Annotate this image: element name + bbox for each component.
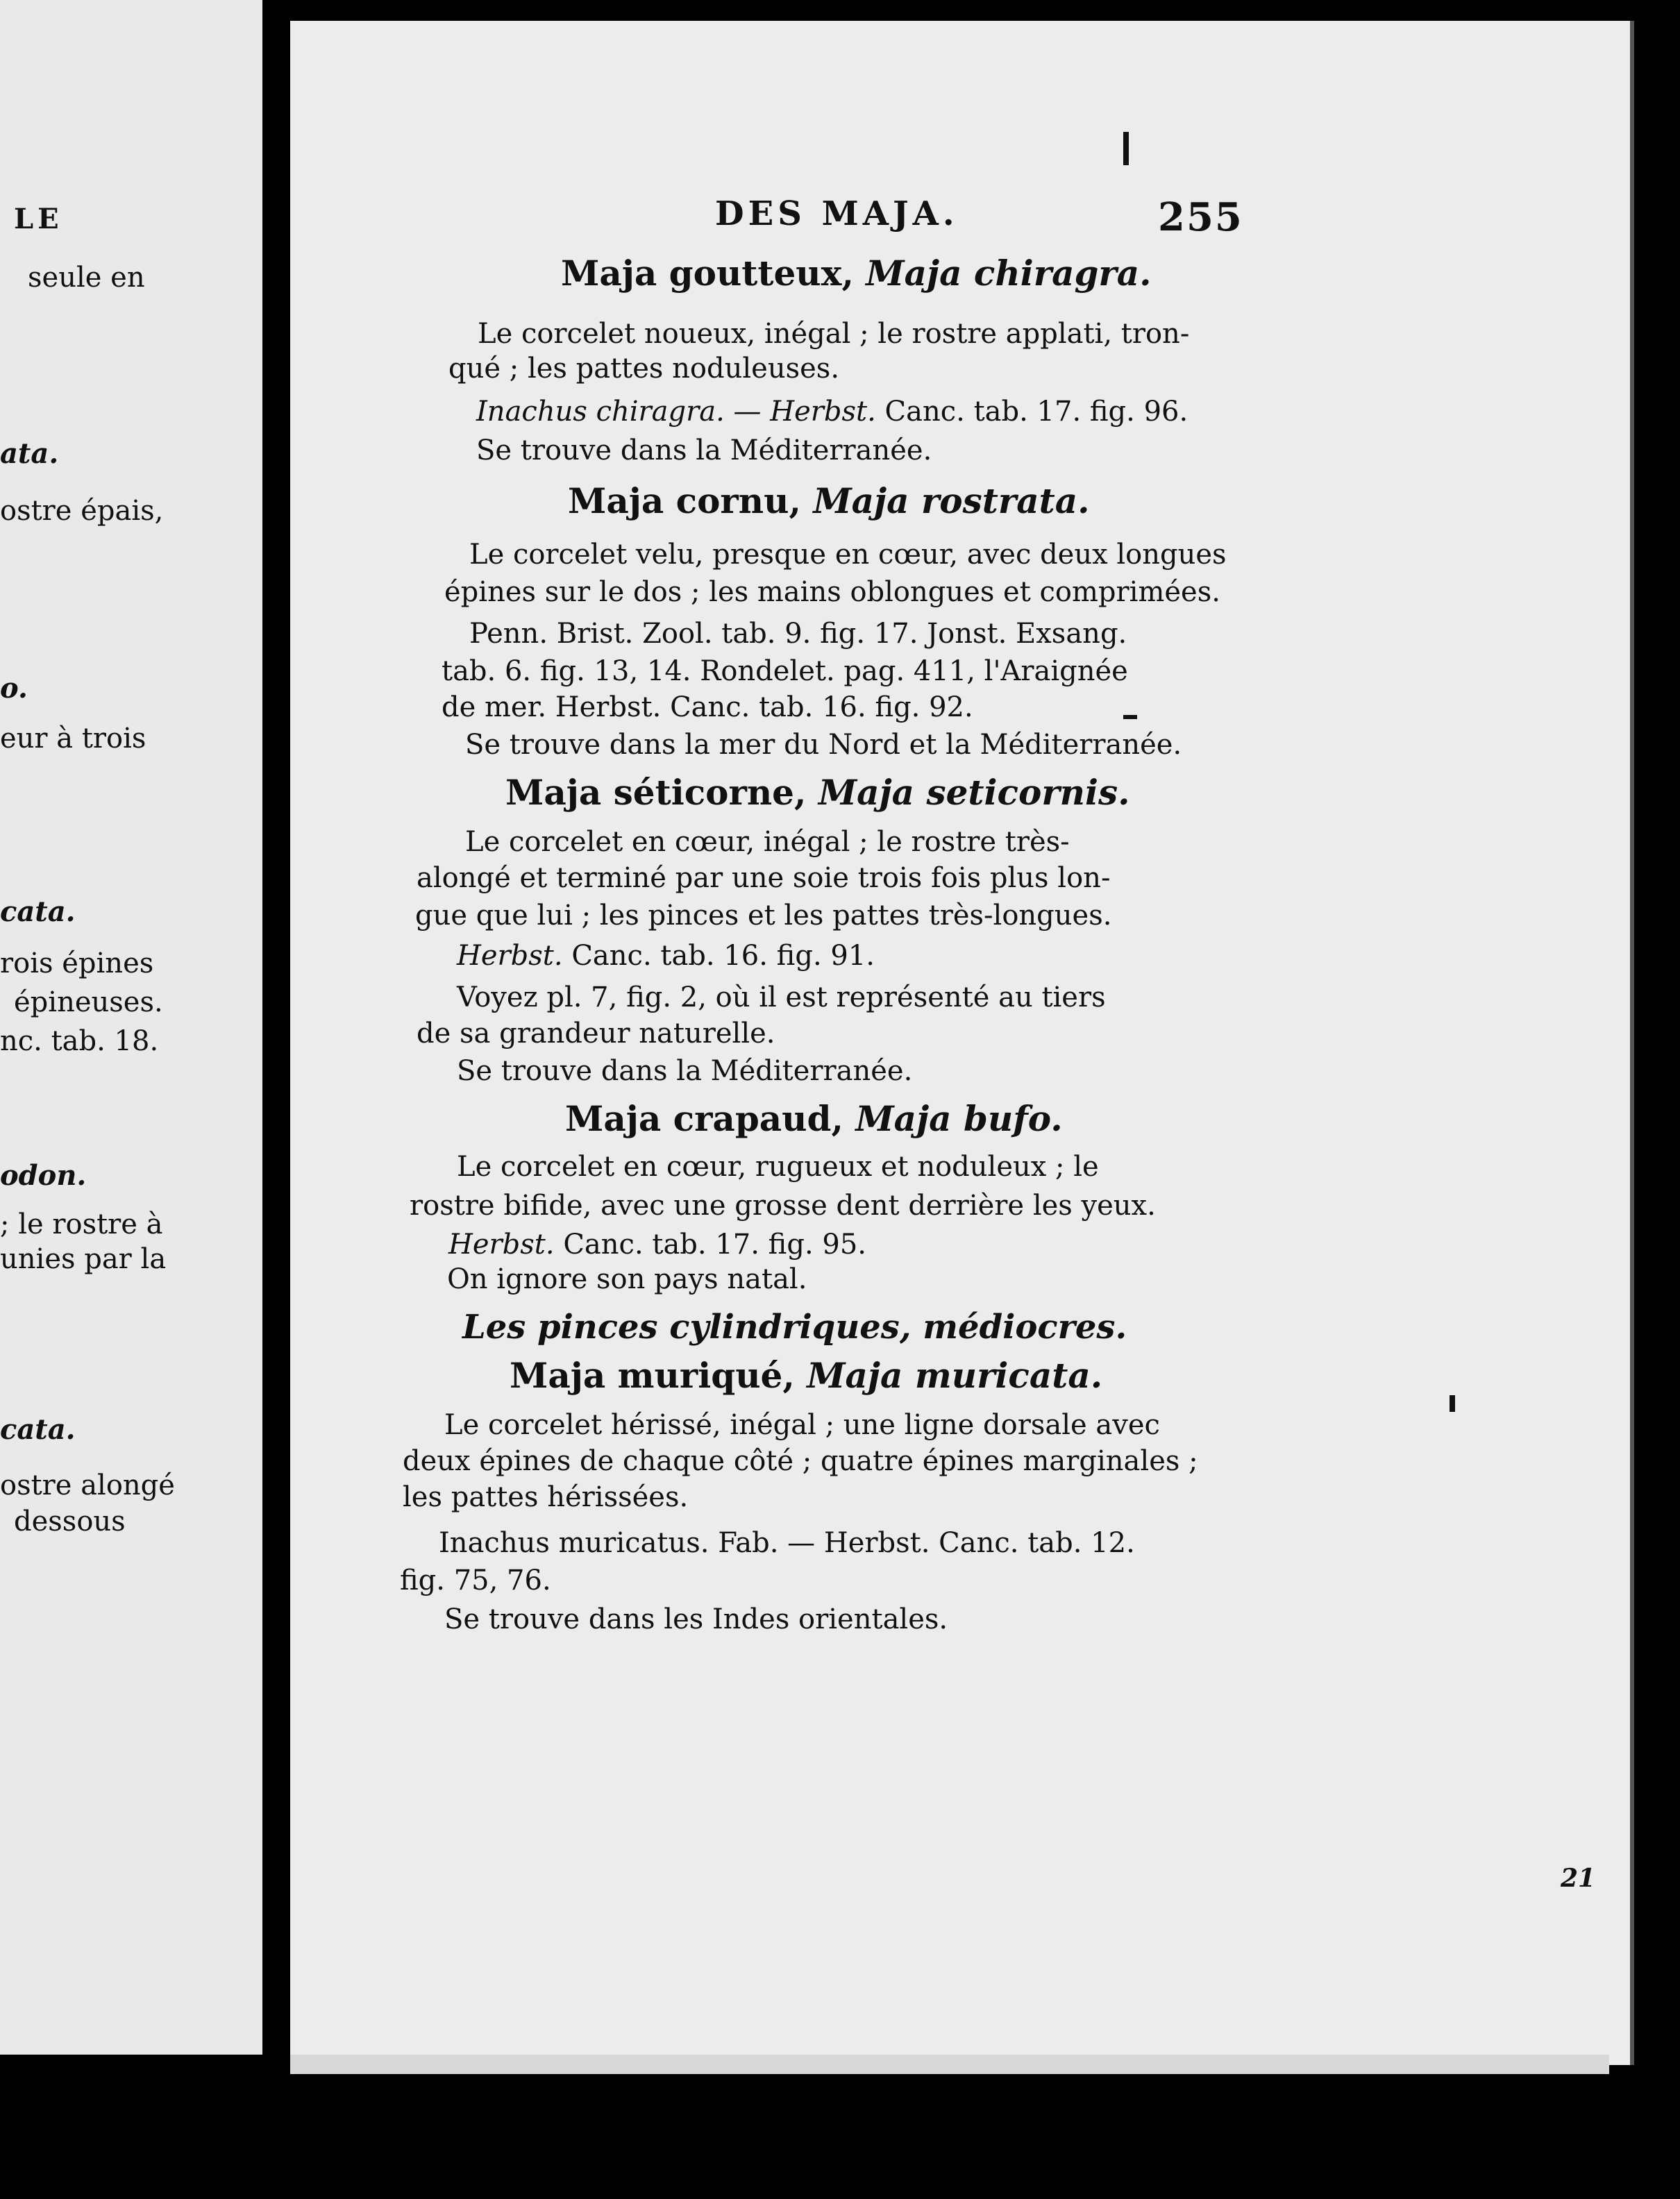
ink-mark: [1123, 715, 1137, 719]
species-description: rostre bifide, avec une grosse dent derrière les yeux.: [410, 1190, 1156, 1222]
species-reference: de mer. Herbst. Canc. tab. 16. fig. 92.: [442, 691, 973, 723]
species-common-name: Maja goutteux: [561, 253, 842, 294]
species-description: Le corcelet en cœur, inégal ; le rostre très-: [465, 826, 1070, 858]
species-heading: Maja goutteux, Maja chiragra.: [561, 253, 1152, 294]
facing-page-line: unies par la: [0, 1243, 167, 1275]
species-latin-name: Maja rostrata.: [813, 480, 1090, 521]
species-latin-name: Maja bufo.: [855, 1098, 1063, 1139]
species-common-name: Maja séticorne: [505, 772, 794, 813]
species-latin-name: Maja seticornis.: [818, 772, 1130, 813]
species-note: Voyez pl. 7, fig. 2, où il est représenté au tiers: [457, 981, 1106, 1013]
facing-page-line: nc. tab. 18.: [0, 1025, 159, 1057]
species-description: Le corcelet velu, presque en cœur, avec deux longues: [469, 539, 1227, 571]
running-title: DES MAJA.: [715, 194, 959, 233]
facing-page-line: odon.: [0, 1159, 87, 1192]
ink-mark: [1123, 132, 1129, 165]
facing-page-line: cata.: [0, 1413, 76, 1446]
page-number: 255: [1158, 194, 1243, 240]
species-reference: Inachus muricatus. Fab. — Herbst. Canc. tab. 12.: [439, 1527, 1135, 1559]
species-description: épines sur le dos ; les mains oblongues et comprimées.: [444, 576, 1220, 608]
book-page: [290, 21, 1634, 2065]
species-reference: Inachus chiragra. — Herbst. Canc. tab. 17. fig. 96.: [476, 396, 1188, 428]
species-reference: Penn. Brist. Zool. tab. 9. fig. 17. Jonst. Exsang.: [469, 618, 1127, 650]
species-habitat: On ignore son pays natal.: [447, 1263, 807, 1295]
facing-page-line: ostre épais,: [0, 495, 164, 527]
facing-page-line: LE: [14, 203, 63, 235]
facing-page-line: ; le rostre à: [0, 1208, 163, 1240]
species-description: Le corcelet noueux, inégal ; le rostre applati, tron-: [478, 318, 1190, 350]
facing-page-line: dessous: [14, 1506, 126, 1537]
species-latin-name: Maja muricata.: [807, 1355, 1103, 1396]
facing-page-line: ata.: [0, 437, 59, 470]
species-heading: Maja séticorne, Maja seticornis.: [505, 772, 1130, 813]
species-habitat: Se trouve dans les Indes orientales.: [444, 1603, 948, 1635]
species-reference: fig. 75, 76.: [400, 1565, 551, 1596]
species-common-name: Maja muriqué: [510, 1355, 783, 1396]
species-description: alongé et terminé par une soie trois fois plus lon-: [417, 862, 1111, 894]
species-heading: Maja cornu, Maja rostrata.: [568, 480, 1090, 521]
species-habitat: Se trouve dans la Méditerranée.: [457, 1055, 913, 1087]
species-common-name: Maja crapaud: [565, 1098, 832, 1139]
species-description: gue que lui ; les pinces et les pattes très-longues.: [415, 900, 1112, 932]
species-common-name: Maja cornu: [568, 480, 789, 521]
book-gutter: [262, 0, 290, 2082]
facing-page-line: eur à trois: [0, 723, 146, 755]
species-reference: Herbst. Canc. tab. 17. fig. 95.: [448, 1229, 866, 1261]
facing-page-line: rois épines: [0, 947, 154, 979]
species-description: Le corcelet hérissé, inégal ; une ligne dorsale avec: [444, 1409, 1160, 1441]
corner-note: 21: [1561, 1864, 1596, 1893]
page-edge: [290, 2055, 1609, 2074]
species-description: Le corcelet en cœur, rugueux et noduleux ; le: [457, 1151, 1099, 1183]
facing-page-line: cata.: [0, 895, 76, 928]
facing-page-line: épineuses.: [14, 986, 163, 1018]
facing-page: [0, 0, 262, 2055]
ink-mark: [1450, 1395, 1455, 1412]
species-reference: tab. 6. fig. 13, 14. Rondelet. pag. 411, l'Araignée: [442, 655, 1128, 687]
species-description: les pattes hérissées.: [403, 1481, 689, 1513]
species-latin-name: Maja chiragra.: [866, 253, 1152, 294]
species-habitat: Se trouve dans la Méditerranée.: [476, 435, 932, 466]
section-heading: Les pinces cylindriques, médiocres.: [462, 1308, 1127, 1347]
species-note: de sa grandeur naturelle.: [417, 1018, 775, 1050]
species-heading: Maja muriqué, Maja muricata.: [510, 1355, 1103, 1396]
facing-page-line: o.: [0, 672, 28, 705]
facing-page-line: ostre alongé: [0, 1469, 175, 1501]
species-description: deux épines de chaque côté ; quatre épines marginales ;: [403, 1445, 1198, 1477]
species-heading: Maja crapaud, Maja bufo.: [565, 1098, 1063, 1139]
species-description: qué ; les pattes noduleuses.: [448, 353, 840, 385]
species-habitat: Se trouve dans la mer du Nord et la Méditerranée.: [465, 729, 1182, 761]
species-reference: Herbst. Canc. tab. 16. fig. 91.: [457, 940, 875, 972]
facing-page-line: seule en: [28, 262, 145, 294]
